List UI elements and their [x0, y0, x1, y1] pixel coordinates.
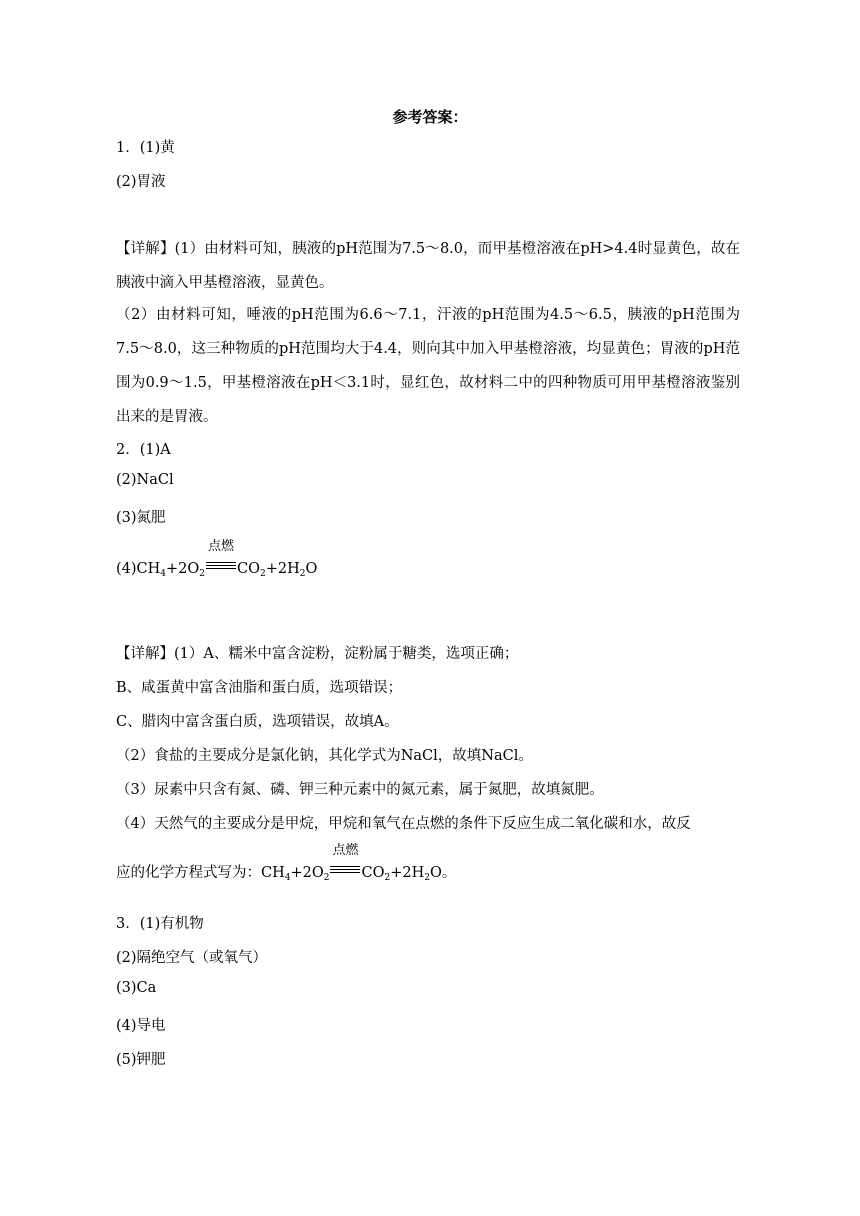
formula-ch: CH: [261, 865, 285, 881]
equals-bars: [206, 562, 236, 569]
q1-detail-paragraph-1: 【详解】(1）由材料可知，胰液的pH范围为7.5～8.0，而甲基橙溶液在pH>4.4时显黄色，故在胰液中滴入甲基橙溶液，显黄色。: [116, 241, 740, 291]
q3-answer-4: (4)导电: [116, 1018, 166, 1034]
q2-answer-1: 2．(1)A: [116, 442, 171, 458]
subscript: 2: [384, 873, 391, 883]
formula-o-end: O: [305, 561, 318, 577]
subscript: 2: [260, 569, 266, 579]
formula-o-end: O: [429, 865, 442, 881]
q2-answer-2: (2)NaCl: [116, 472, 174, 488]
answer-prefix: (4): [116, 561, 137, 577]
formula-ch: CH: [136, 561, 161, 577]
page-title: 参考答案：: [392, 108, 468, 126]
q1-answer-1: 1．(1)黄: [116, 140, 175, 156]
q2-detail-2: B、咸蛋黄中富含油脂和蛋白质，选项错误；: [116, 680, 403, 696]
q3-answer-1: 3．(1)有机物: [116, 916, 204, 932]
subscript: 2: [424, 873, 430, 883]
subscript: 2: [299, 569, 306, 579]
q3-answer-2: (2)隔绝空气（或氧气）: [116, 950, 268, 966]
reaction-arrow: [330, 843, 360, 875]
q2-detail-6-equation: [116, 843, 457, 883]
reaction-condition: 点燃: [332, 843, 359, 858]
q2-detail-6: （4）天然气的主要成分是甲烷，甲烷和氧气在点燃的条件下反应生成二氧化碳和水，故反: [116, 816, 691, 832]
q2-detail-1: 【详解】(1）A、糯米中富含淀粉，淀粉属于糖类，选项正确；: [116, 646, 519, 662]
formula-co: CO: [237, 561, 261, 577]
formula-o: +2O: [166, 561, 200, 577]
formula-co: CO: [361, 865, 385, 881]
subscript: 2: [323, 873, 330, 883]
formula-o: +2O: [290, 865, 324, 881]
q2-answer-3: (3)氮肥: [116, 510, 166, 526]
equals-bars: [330, 866, 360, 873]
subscript: 4: [284, 873, 291, 883]
formula-h: +2H: [265, 561, 300, 577]
q2-detail-5: （3）尿素中只含有氮、磷、钾三种元素中的氮元素，属于氮肥，故填氮肥。: [116, 782, 604, 798]
equation-lead: 应的化学方程式写为：: [116, 865, 261, 881]
sentence-end: 。: [441, 865, 457, 881]
q3-answer-5: (5)钾肥: [116, 1052, 166, 1068]
q1-detail-paragraph-2: （2）由材料可知，唾液的pH范围为6.6～7.1，汗液的pH范围为4.5～6.5，胰液的pH范围为7.5～8.0，这三种物质的pH范围均大于4.4，则向其中加入甲基橙溶液，均显黄色；胃液的pH范围为0.9～1.5，甲基橙溶液在pH＜3.1时，显红色，故材料二中的四种物质可用甲基橙溶液鉴别出来的是胃液。: [116, 307, 740, 425]
subscript: 2: [199, 569, 206, 579]
q1-answer-2: (2)胃液: [116, 174, 166, 190]
subscript: 4: [160, 569, 167, 579]
q2-answer-4-equation: [116, 539, 318, 579]
q3-answer-3: (3)Ca: [116, 980, 157, 996]
reaction-arrow: [206, 539, 236, 571]
formula-h: +2H: [390, 865, 425, 881]
reaction-condition: 点燃: [208, 539, 235, 554]
q2-detail-4: （2）食盐的主要成分是氯化钠，其化学式为NaCl，故填NaCl。: [116, 748, 533, 764]
q2-detail-3: C、腊肉中富含蛋白质，选项错误，故填A。: [116, 714, 399, 730]
